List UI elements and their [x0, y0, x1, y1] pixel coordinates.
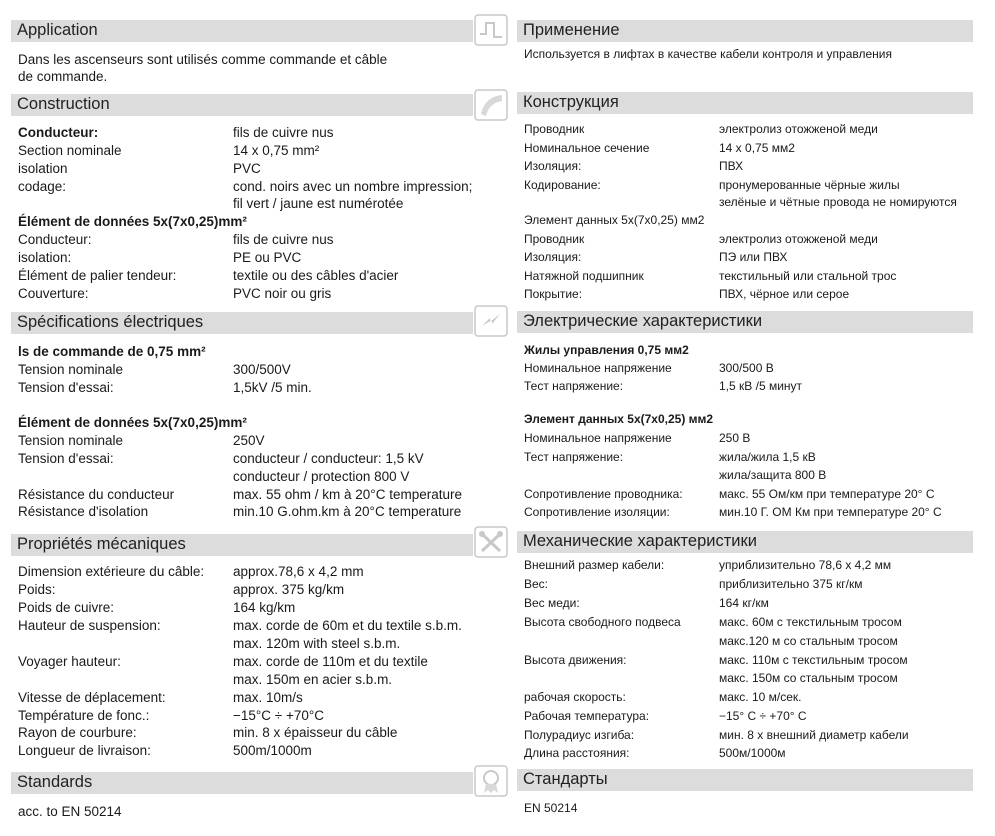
section-header-construction [11, 94, 473, 116]
spec-value: conducteur / conducteur: 1,5 kV [233, 451, 424, 466]
spec-value: 500м/1000м [719, 746, 786, 760]
spec-value: уприблизительно 78,6 x 4,2 мм [719, 558, 892, 572]
spec-label: Проводник [524, 122, 585, 136]
spec-value: conducteur / protection 800 V [233, 469, 410, 484]
spec-label: Покрытие: [524, 287, 583, 301]
spec-label: Couverture: [18, 286, 89, 301]
spec-subheading: ls de commande de 0,75 mm² [18, 344, 206, 359]
spec-value: −15°C ÷ +70°C [233, 708, 325, 723]
spec-value: max. 120m with steel s.b.m. [233, 636, 401, 651]
spec-label: Тест напряжение: [524, 379, 624, 393]
spec-value: max. 10m/s [233, 690, 303, 705]
spec-subheading: Élément de données 5x(7x0,25)mm² [18, 214, 247, 229]
spec-label: Рабочая температура: [524, 709, 650, 723]
spec-value: жила/жила 1,5 кВ [719, 450, 816, 464]
spec-value: макс. 55 Ом/км при температуре 20° С [719, 487, 935, 501]
section-header-construction [517, 92, 973, 114]
spec-label: Номинальное сечение [524, 141, 650, 155]
section-header-electrical [11, 312, 473, 334]
spec-label: Conducteur: [18, 125, 99, 140]
spec-label: isolation: [18, 250, 72, 265]
spec-value: approx. 375 kg/km [233, 582, 345, 597]
spec-label: Высота свободного подвеса [524, 615, 681, 629]
spec-value: approx.78,6 x 4,2 mm [233, 564, 364, 579]
spec-subheading: Элемент данных 5x(7x0,25) мм2 [524, 213, 705, 227]
spec-value: приблизительно 375 кг/км [719, 577, 863, 591]
spec-value: ПВХ, чёрное или серое [719, 287, 850, 301]
spec-value: 14 x 0,75 mm² [233, 143, 320, 158]
spec-label: Номинальное напряжение [524, 431, 672, 445]
spec-value: макс. 60м с текстильным тросом [719, 615, 902, 629]
spec-value: 250V [233, 433, 265, 448]
spec-label: Poids: [18, 582, 56, 597]
spec-value: мин.10 Г. ОМ Км при температуре 20° С [719, 505, 942, 519]
spec-label: codage: [18, 179, 67, 194]
spec-label: Сопротивление проводника: [524, 487, 683, 501]
spec-value: max. 150m en acier s.b.m. [233, 672, 393, 687]
spec-value: min.10 G.ohm.km à 20°C temperature [233, 504, 462, 519]
standards-text: acc. to EN 50214 [18, 804, 122, 819]
spec-label: Изоляция: [524, 159, 582, 173]
spec-value: жила/защита 800 В [719, 468, 827, 482]
spec-label: Натяжной подшипник [524, 269, 644, 283]
spec-value: зелёные и чётные провода не номируются [719, 195, 957, 209]
spec-label: Voyager hauteur: [18, 654, 121, 669]
section-header-mechanical [517, 531, 973, 553]
application-text: Используется в лифтах в качестве кабели контроля и управления [524, 47, 893, 61]
section-title: Application [17, 21, 98, 39]
spec-value: min. 8 x épaisseur du câble [233, 725, 398, 740]
spec-value: max. corde de 60m et du textile s.b.m. [233, 618, 462, 633]
spec-label: Изоляция: [524, 250, 582, 264]
spec-value: 164 kg/km [233, 600, 296, 615]
section-title: Стандарты [523, 770, 608, 788]
cable-icon [474, 89, 508, 121]
spec-value: макс. 10 м/сек. [719, 690, 802, 704]
section-title: Конструкция [523, 93, 619, 111]
spec-label: Longueur de livraison: [18, 743, 151, 758]
spec-label: Длина расстояния: [524, 746, 630, 760]
spec-value: 300/500V [233, 362, 291, 377]
spec-value: textile ou des câbles d'acier [233, 268, 399, 283]
section-title: Construction [17, 95, 110, 113]
spec-label: Тест напряжение: [524, 450, 624, 464]
spec-label: Tension nominale [18, 362, 124, 377]
section-title: Spécifications électriques [17, 313, 204, 331]
spec-value: макс.120 м со стальным тросом [719, 634, 898, 648]
spec-value: текстильный или стальной трос [719, 269, 897, 283]
spec-label: Вес меди: [524, 596, 580, 610]
spec-label: Внешний размер кабели: [524, 558, 665, 572]
section-title: Standards [17, 773, 93, 791]
spec-value: 164 кг/км [719, 596, 769, 610]
spec-value: max. 55 ohm / km à 20°C temperature [233, 487, 462, 502]
spec-value: PE ou PVC [233, 250, 302, 265]
certificate-icon [474, 765, 508, 797]
spec-value: fils de cuivre nus [233, 125, 334, 140]
section-header-application [517, 20, 973, 42]
spec-value: ПВХ [719, 159, 744, 173]
spec-label: Rayon de courbure: [18, 725, 137, 740]
spec-label: Poids de cuivre: [18, 600, 115, 615]
spec-label: isolation [18, 161, 68, 176]
section-header-electrical [517, 311, 973, 333]
spec-label: Hauteur de suspension: [18, 618, 161, 633]
spec-label: Conducteur: [18, 232, 92, 247]
spec-subheading: Жилы управления 0,75 мм2 [524, 343, 689, 357]
spec-value: макс. 150м со стальным тросом [719, 671, 898, 685]
spec-label: Température de fonc.: [18, 708, 150, 723]
spec-value: fil vert / jaune est numérotée [233, 196, 404, 211]
application-text: de commande. [18, 69, 108, 84]
spec-label: Высота движения: [524, 653, 627, 667]
spec-label: Сопротивление изоляции: [524, 505, 670, 519]
spec-label: Tension nominale [18, 433, 124, 448]
spec-subheading: Элемент данных 5x(7x0,25) мм2 [524, 412, 714, 426]
spec-label: рабочая скорость: [524, 690, 626, 704]
section-header-application [11, 20, 473, 42]
spec-label: Вес: [524, 577, 549, 591]
spec-value: макс. 110м с текстильным тросом [719, 653, 908, 667]
spec-value: электролиз отожженой меди [719, 122, 878, 136]
spec-value: cond. noirs avec un nombre impression; [233, 179, 473, 194]
spec-label: Tension d'essai: [18, 451, 114, 466]
spec-value: электролиз отожженой меди [719, 232, 878, 246]
spec-value: fils de cuivre nus [233, 232, 334, 247]
spec-label: Élément de palier tendeur: [18, 268, 177, 283]
spec-value: мин. 8 x внешний диаметр кабели [719, 728, 909, 742]
section-title: Propriétés mécaniques [17, 535, 186, 553]
spec-label: Tension d'essai: [18, 380, 114, 395]
spec-value: 1,5 кВ /5 минут [719, 379, 803, 393]
section-title: Применение [523, 21, 620, 39]
application-text: Dans les ascenseurs sont utilisés comme commande et câble [18, 52, 388, 67]
standards-text: EN 50214 [524, 801, 578, 815]
spec-value: max. corde de 110m et du textile [233, 654, 428, 669]
spec-subheading: Élément de données 5x(7x0,25)mm² [18, 415, 247, 430]
spec-value: 1,5kV /5 min. [233, 380, 312, 395]
lightning-icon [474, 305, 508, 337]
spec-label: Номинальное напряжение [524, 361, 672, 375]
section-title: Электрические характеристики [523, 312, 763, 330]
spec-label: Vitesse de déplacement: [18, 690, 166, 705]
section-header-mechanical [11, 534, 473, 556]
spec-value: 300/500 В [719, 361, 774, 375]
spec-value: пронумерованные чёрные жилы [719, 178, 900, 192]
spec-label: Section nominale [18, 143, 122, 158]
spec-value: 250 В [719, 431, 751, 445]
spec-label: Полурадиус изгиба: [524, 728, 635, 742]
section-title: Механические характеристики [523, 532, 757, 550]
spec-label: Dimension extérieure du câble: [18, 564, 205, 579]
spec-value: −15° С ÷ +70° С [719, 709, 807, 723]
spec-value: ПЭ или ПВХ [719, 250, 788, 264]
spec-value: 14 x 0,75 мм2 [719, 141, 795, 155]
section-header-standards [11, 772, 473, 794]
tools-icon [474, 526, 508, 558]
spec-value: PVC [233, 161, 261, 176]
section-header-standards [517, 769, 973, 791]
spec-label: Résistance du conducteur [18, 487, 175, 502]
spec-label: Кодирование: [524, 178, 601, 192]
spec-label: Résistance d'isolation [18, 504, 149, 519]
signal-icon [474, 14, 508, 46]
spec-label: Проводник [524, 232, 585, 246]
spec-value: 500m/1000m [233, 743, 312, 758]
spec-value: PVC noir ou gris [233, 286, 332, 301]
